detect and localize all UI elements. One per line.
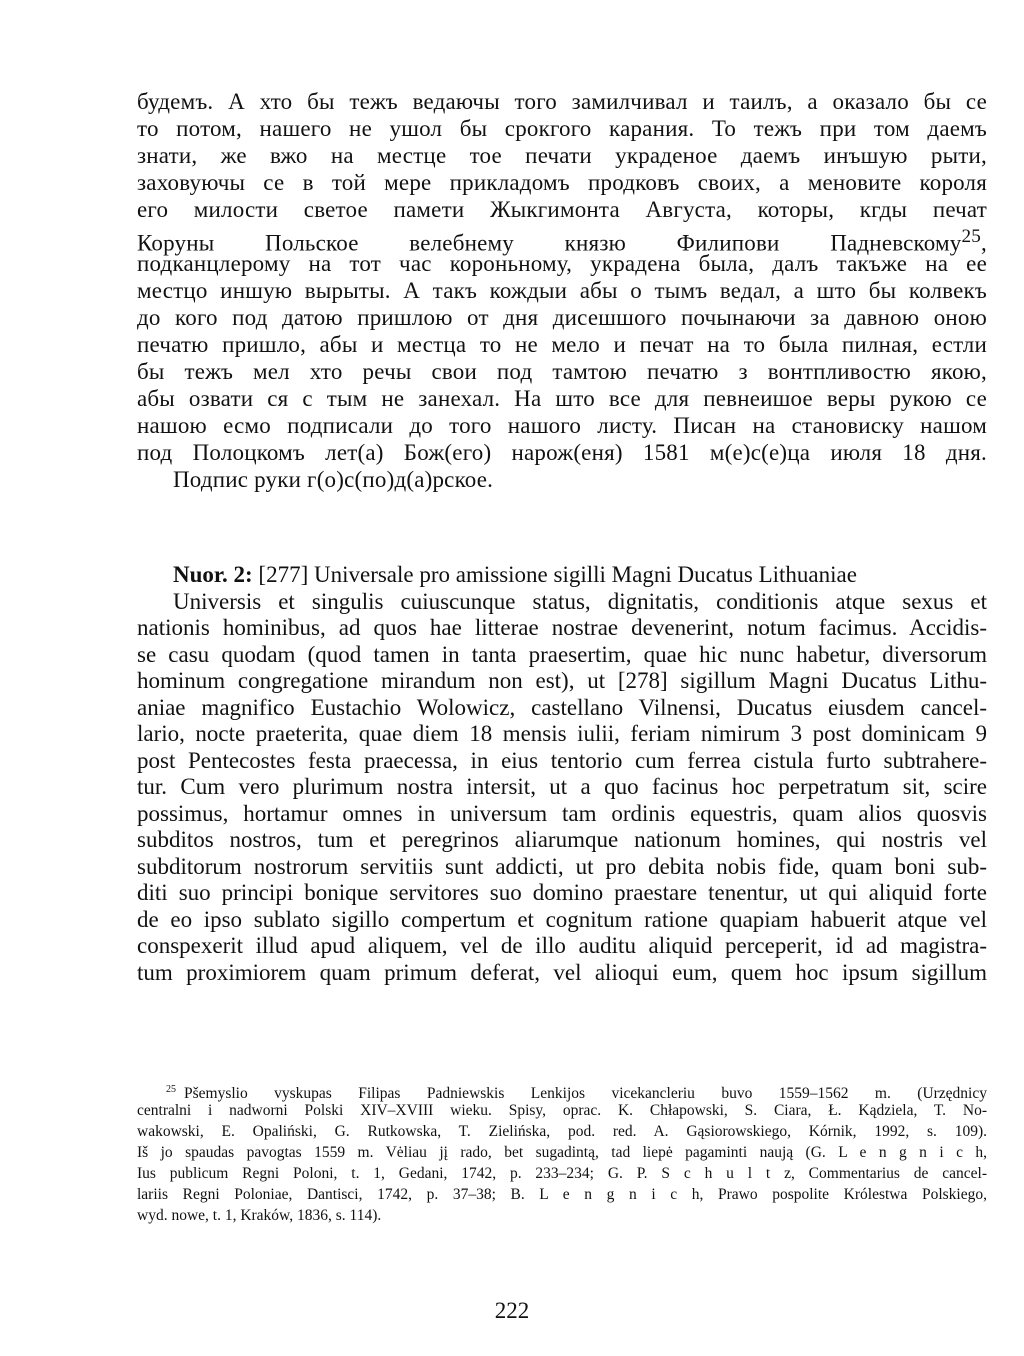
signature-line: Подпис руки г(о)с(по)д(а)рское. bbox=[173, 467, 494, 492]
text-line: местцо иншую вырыты. А такъ кождыи абы о тымъ ведал, а што бы колвекъ bbox=[137, 278, 987, 303]
text-line: Universis et singulis cuiuscunque status, dignitatis, conditionis atque sexus et bbox=[173, 588, 987, 614]
text-line: его милости светое памети Жыкгимонта Августа, которы, кгды печат bbox=[137, 197, 987, 222]
document-number: Nuor. 2: bbox=[173, 562, 253, 587]
text-line: nationis hominibus, ad quos hae litterae nostrae devenerint, notum facimus. Accidis- bbox=[137, 615, 987, 640]
footnote-line: Iš jo spaudas pavogtas 1559 m. Vėliau jį rado, bet sugadintą, tad liepė pagaminti naują (G. L e n g n i c h, bbox=[137, 1144, 987, 1161]
text-line: aniae magnifico Eustachio Wolowicz, castellano Vilnensi, Ducatus eiusdem cancel- bbox=[137, 694, 987, 720]
footnote-text: Pšemyslio vyskupas Filipas Padniewskis Lenkijos vicekancleriu buvo 1559–1562 m. (Urzędnicy bbox=[184, 1085, 987, 1103]
footnote-line: lariis Regni Poloniae, Dantisci, 1742, p. 37–38; B. L e n g n i c h, Prawo pospolite Królestwa Polskiego, bbox=[137, 1186, 987, 1203]
text-line: абы озвати ся с тым не занехал. На што все для певнеишое веры рукою се bbox=[137, 386, 987, 411]
text-line: печатю пришло, абы и местца то не мело и печат на то была пилная, естли bbox=[137, 332, 987, 357]
text-line: знати, же вжо на местце тое печати украденое даемъ инъшую рыти, bbox=[137, 143, 987, 168]
text-line-with-footnote: Коруны Польское велебнему князю Филипови Падневскому$^{25}$, bbox=[137, 226, 987, 256]
text-line: lario, nocte praeterita, quae diem 18 mensis iulii, feriam nimirum 3 post dominicam 9 bbox=[137, 721, 987, 746]
footnotes bbox=[137, 1079, 987, 1226]
text-line: то потом, нашего не ушол бы срокгого карания. То тежъ при том даемъ bbox=[137, 116, 987, 141]
footnote-reference[interactable]: 25 bbox=[961, 226, 982, 247]
text-line: нашою есмо подписали до того нашого листу. Писан на становиску нашом bbox=[137, 413, 987, 438]
text-line: possimus, hortamur omnes in universum tam ordinis equestris, quam alios quosvis bbox=[137, 800, 987, 826]
text-line: diti suo principi bonique servitores suo domino praestare tenentur, ut qui aliquid forte bbox=[137, 880, 987, 905]
cyrillic-text-block bbox=[137, 88, 987, 493]
text-line: subditorum nostrorum servitiis sunt addicti, ut pro debita nobis fide, quam boni sub- bbox=[137, 853, 987, 879]
footnote-line: Ius publicum Regni Poloni, t. 1, Gedani, 1742, p. 233–234; G. P. S c h u l t z, Commentarius de cancel- bbox=[137, 1165, 987, 1182]
footnote-line: wakowski, E. Opaliński, G. Rutkowska, T. Zielińska, pod. red. A. Gąsiorowskiego, Kórnik, 1992, s. 109). bbox=[137, 1123, 987, 1140]
text-line: de eo ipso sublato sigillo compertum et cognitum ratione quapiam habuerit atque vel bbox=[137, 906, 987, 932]
page-number: 222 bbox=[494, 1298, 530, 1323]
text-line: conspexerit illud apud aliquem, vel de illo auditu aliquid perceperit, id ad magistra- bbox=[137, 933, 987, 958]
text-line: tur. Cum vero plurimum nostra intersit, ut a quo facinus hoc perpetratum sit, scire bbox=[137, 774, 987, 799]
text-line: до кого под датою пришлою от дня дисешшого почынаючи за давною оною bbox=[137, 305, 987, 330]
text-line: subditos nostros, tum et peregrinos aliarumque nationum homines, qui nostris vel bbox=[137, 827, 987, 852]
text-line: подканцлерому на тот час короньному, украдена была, далъ такъже на ее bbox=[137, 251, 987, 276]
document-heading bbox=[137, 562, 987, 589]
document-title: [277] Universale pro amissione sigilli Magni Ducatus Lithuaniae bbox=[258, 562, 857, 587]
text-line-content: Коруны Польское велебнему князю Филипови Падневскому bbox=[137, 230, 962, 256]
text-line: бы тежъ мел хто речы свои под тамтою печатю з вонтпливостю якою, bbox=[137, 359, 987, 384]
latin-text-block bbox=[137, 562, 987, 986]
text-line: post Pentecostes festa praecessa, in eius tentorio cum ferrea cistula furto subtrahere- bbox=[137, 747, 987, 773]
text-line: tum proximiorem quam primum deferat, vel alioqui eum, quem hoc ipsum sigillum bbox=[137, 959, 987, 985]
text-line: заховуючы се в той мере прикладомъ продковъ своих, а меновите короля bbox=[137, 170, 987, 195]
footnote-line: wyd. nowe, t. 1, Kraków, 1836, s. 114). bbox=[137, 1207, 382, 1224]
footnote-marker: 25 bbox=[166, 1084, 176, 1095]
text-line: будемъ. А хто бы тежъ ведаючы того замилчивал и таилъ, а оказало бы се bbox=[137, 89, 987, 114]
footnote-line: centralni i nadworni Polski XIV–XVIII wieku. Spisy, oprac. K. Chłapowski, S. Ciara, Ł. Kądziela, T. No- bbox=[137, 1102, 987, 1119]
text-line: под Полоцкомъ лет(а) Бож(его) нарож(еня) 1581 м(е)с(е)ца июля 18 дня. bbox=[137, 440, 987, 465]
footnote-line bbox=[137, 1079, 987, 1103]
text-line: se casu quodam (quod tamen in tanta praesertim, quae hic nunc habetur, diversorum bbox=[137, 641, 987, 667]
text-line: hominum congregatione mirandum non est), ut [278] sigillum Magni Ducatus Lithu- bbox=[137, 668, 987, 693]
